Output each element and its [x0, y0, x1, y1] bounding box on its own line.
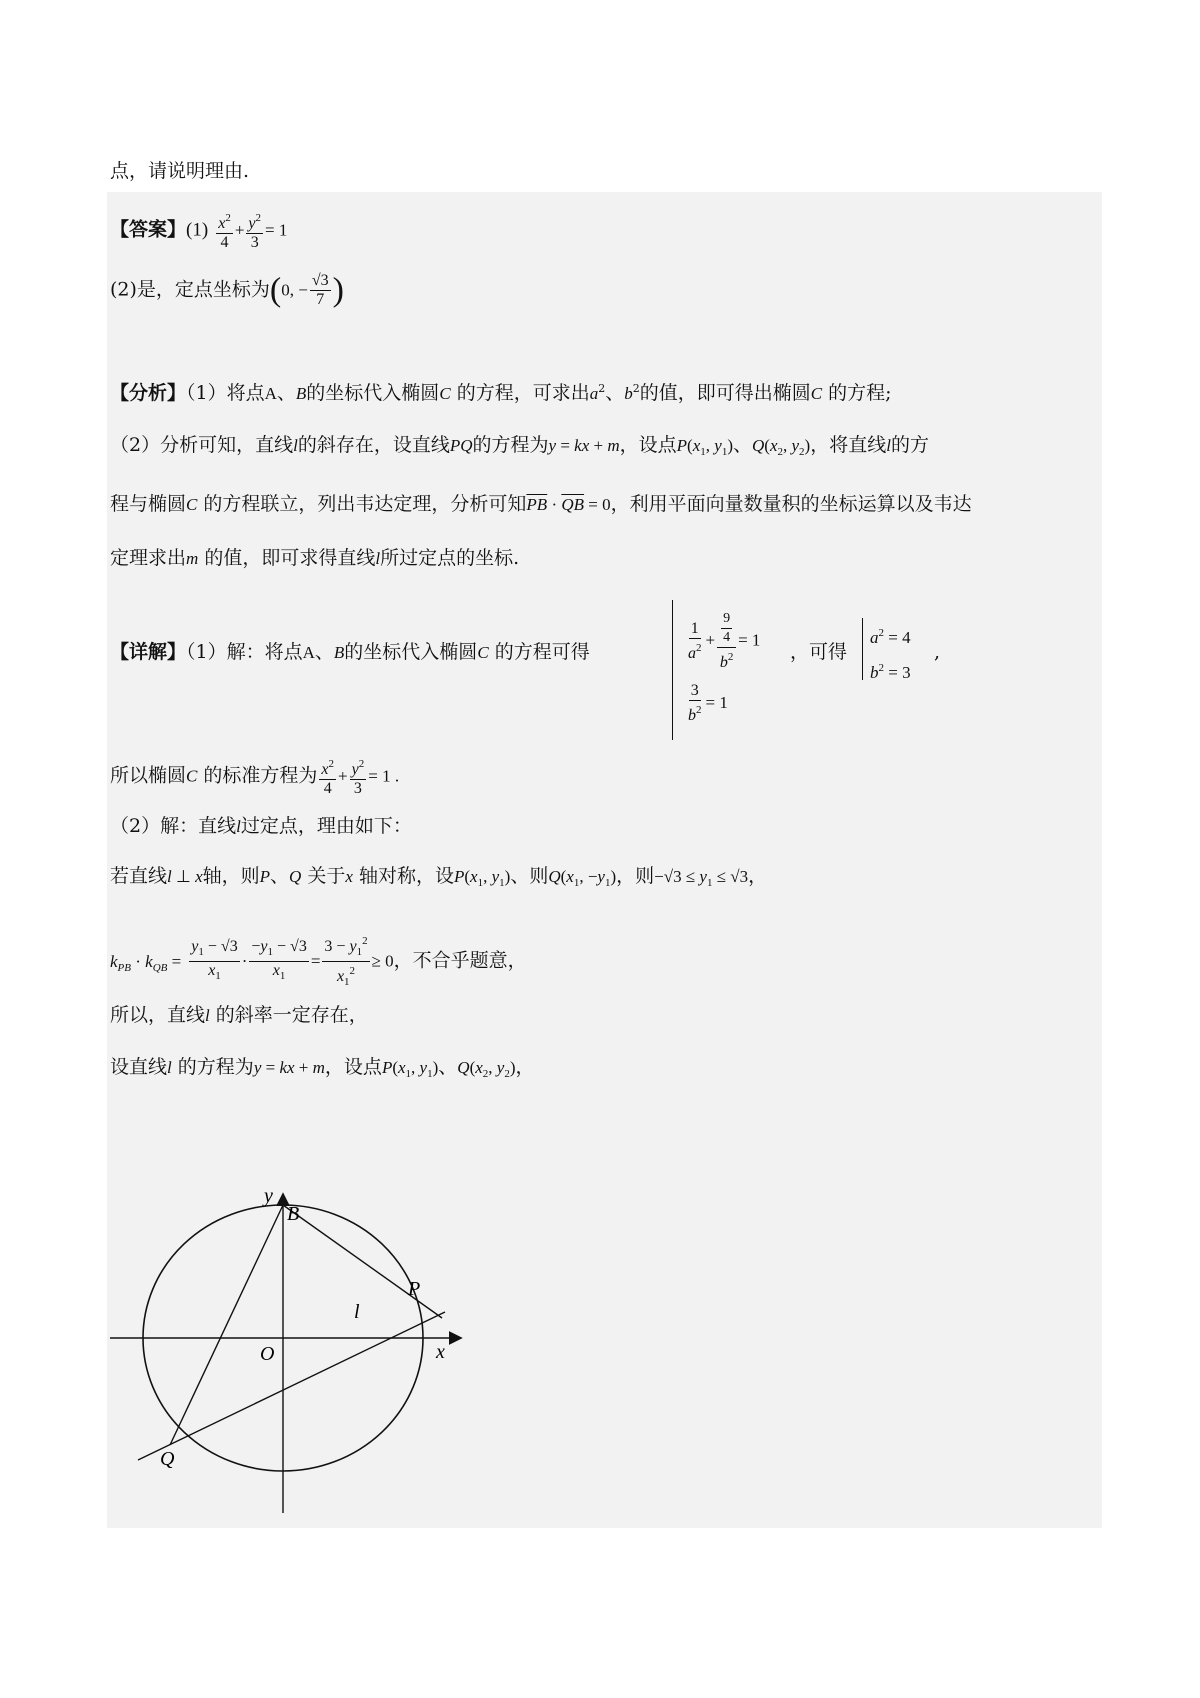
- analysis-label: 【分析】: [110, 382, 187, 404]
- label-q: Q: [160, 1448, 175, 1470]
- label-l: l: [354, 1301, 360, 1323]
- system-brace-1: [672, 600, 673, 740]
- detail-line-5: $k_{PB} \cdot k_{QB}$ = $\frac{y_1 - √3}{x_1}$ · $\frac{-y_1 - √3}{x_1}$ = $\frac{3 - y_1^2}{x_1^2}$ ≥ 0，不合乎题意，: [110, 932, 527, 991]
- detail-line-1: 【详解】（1）解：将点A、B的坐标代入椭圆C 的方程可得: [110, 641, 590, 663]
- analysis-line-3: 程与椭圆C 的方程联立，列出韦达定理，分析可知$\overline{PB} \cdot \overline{QB} = 0$，利用平面向量数量积的坐标运算以及韦达: [110, 493, 972, 515]
- detail-can-get: ，可得: [790, 641, 848, 663]
- equation-system-1: $\frac{1}{a^2}$ + $\frac{\frac{9}{4}}{b^2}$ = 1 $\frac{3}{b^2}$ = 1: [688, 611, 761, 724]
- detail-line-4: 若直线l ⊥ x轴，则P、Q 关于x 轴对称，设$P(x_1$, $y_1$)、则$Q(x_1$, $-y_1$)，则$-√3 \le y_1 \le √3$，: [110, 865, 768, 889]
- analysis-line-2: （2）分析可知，直线l的斜存在，设直线PQ的方程为y = kx + m，设点$P(x_1$, $y_1$)、$Q(x_2$, $y_2$)，将直线l的方: [110, 434, 929, 458]
- answer-line-2: (2)是，定点坐标为(0, − $\frac{√3}{7}$ ): [110, 271, 344, 309]
- line-pb: [283, 1205, 442, 1318]
- detail-label: 【详解】: [110, 641, 187, 663]
- label-p: P: [408, 1278, 421, 1300]
- system-brace-2: [862, 618, 863, 680]
- ellipse-figure: [100, 1170, 480, 1530]
- detail-line-3: （2）解：直线l过定点，理由如下：: [110, 815, 412, 837]
- comma: ,: [934, 641, 941, 663]
- label-o: O: [260, 1343, 275, 1365]
- detail-line-6: 所以，直线l 的斜率一定存在，: [110, 1004, 368, 1026]
- label-y: y: [264, 1185, 273, 1207]
- analysis-line-1: 【分析】（1）将点A、B的坐标代入椭圆C 的方程，可求出$a^2$、$b^2$的值，即可得出椭圆C 的方程;: [110, 382, 892, 404]
- detail-line-2: 所以椭圆C 的标准方程为 $\frac{x^2}{4}$ + $\frac{y^2}{3}$ = 1 .: [110, 755, 399, 798]
- intro-text: 点，请说明理由.: [110, 160, 250, 182]
- line-l: [138, 1312, 445, 1460]
- detail-line-7: 设直线l 的方程为y = kx + m，设点$P(x_1$, $y_1$)、$Q(x_2$, $y_2$)，: [110, 1056, 535, 1080]
- equation-system-2: $a^2 = 4$ $b^2 = 3$: [870, 627, 911, 682]
- answer-label: 【答案】: [110, 218, 187, 241]
- answer-line-1: 【答案】(1) $\frac{x^2}{4}$ + $\frac{y^2}{3}$ = 1: [110, 209, 287, 252]
- label-x: x: [436, 1341, 445, 1363]
- label-b: B: [287, 1203, 300, 1225]
- analysis-line-4: 定理求出m 的值，即可求得直线l所过定点的坐标.: [110, 547, 520, 569]
